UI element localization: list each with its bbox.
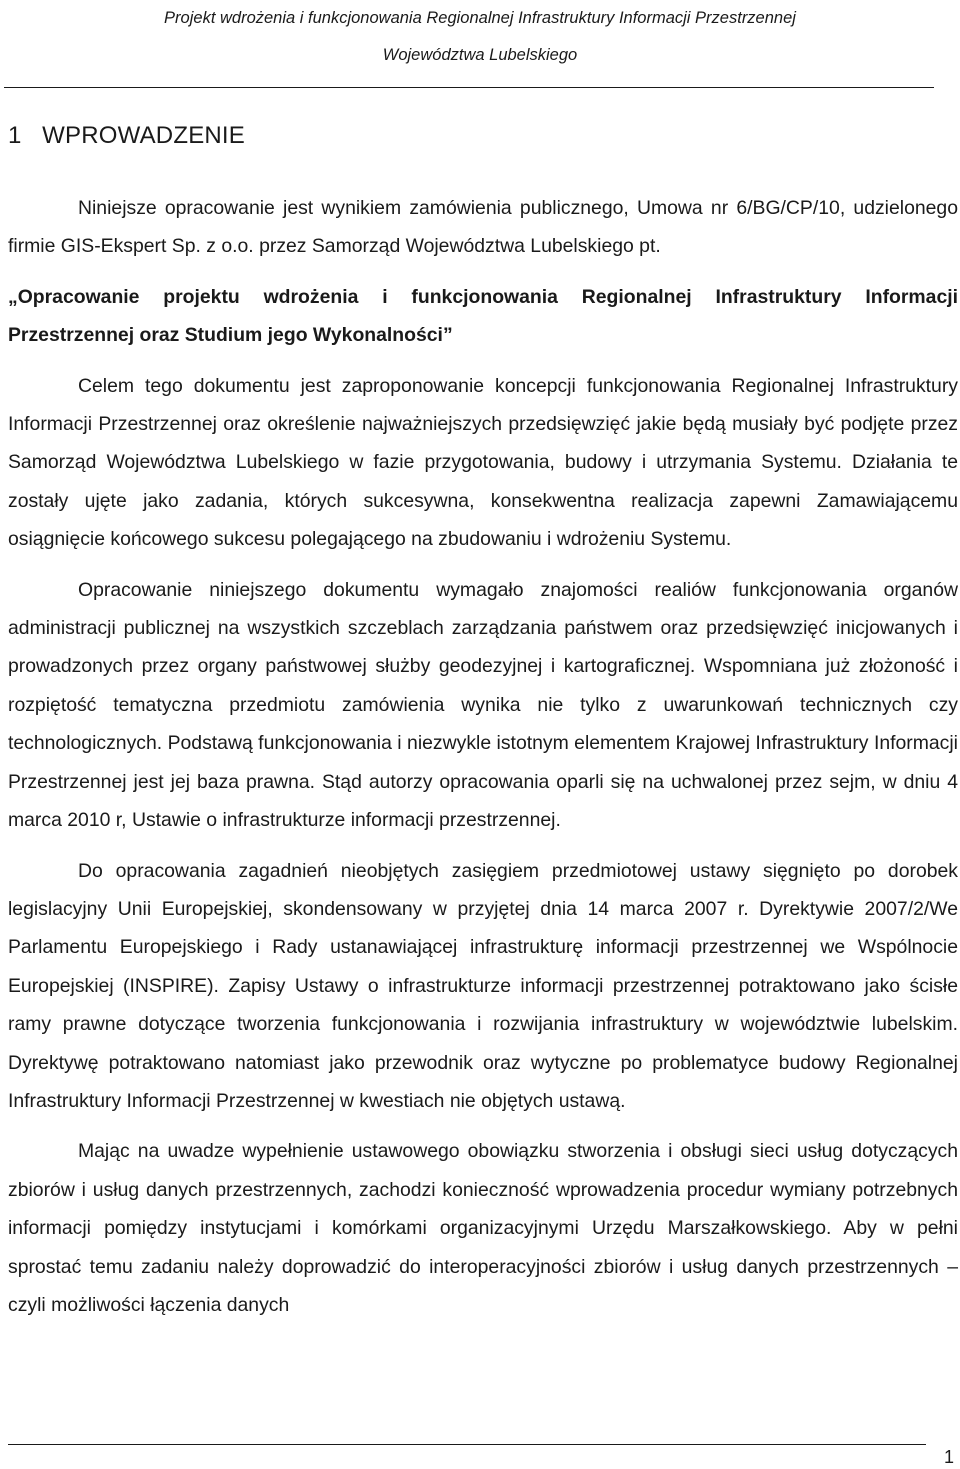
header-divider xyxy=(4,87,934,88)
page-number: 1 xyxy=(943,1447,954,1467)
paragraph-purpose: Celem tego dokumentu jest zaproponowanie koncepcji funkcjonowania Regionalnej Infrastruktury Informacji Przestrzennej oraz określenie najważniejszych przedsięwzięć jakie będą musiały być podjęte przez Samorząd Województwa Lubelskiego w fazie przygotowania, budowy i utrzymania Systemu. Działania te zostały ujęte jako zadania, których sukcesywna, konsekwentna realizacja zapewni Zamawiającemu osiągnięcie końcowego sukcesu polegającego na zbudowaniu i wdrożeniu Systemu. xyxy=(8,374,958,551)
page-header xyxy=(0,0,960,74)
paragraph-project-title: „Opracowanie projektu wdrożenia i funkcjonowania Regionalnej Infrastruktury Informacji Przestrzennej oraz Studium jego Wykonalności” xyxy=(8,285,958,347)
section-heading xyxy=(8,118,245,154)
header-region-name: Województwa Lubelskiego xyxy=(382,46,578,64)
document-body xyxy=(8,189,958,1324)
footer-divider xyxy=(8,1444,926,1445)
section-title: WPROWADZENIE xyxy=(42,122,246,149)
header-project-title: Projekt wdrożenia i funkcjonowania Regionalnej Infrastruktury Informacji Przestrzennej xyxy=(164,9,796,27)
paragraph-interoperability: Mając na uwadze wypełnienie ustawowego obowiązku stworzenia i obsługi sieci usług dotyczących zbiorów i usług danych przestrzennych, zachodzi konieczność wprowadzenia procedur wymiany potrzebnych informacji pomiędzy instytucjami i komórkami organizacyjnymi Urzędu Marszałkowskiego. Aby w pełni sprostać temu zadaniu należy doprowadzić do interoperacyjności zbiorów i usług danych przestrzennych – czyli możliwości łączenia danych xyxy=(8,1140,958,1316)
paragraph-legal-basis: Opracowanie niniejszego dokumentu wymagało znajomości realiów funkcjonowania organów administracji publicznej na wszystkich szczeblach zarządzania państwem oraz przedsięwzięć inicjowanych i prowadzonych przez organy państwowej służby geodezyjnej i kartograficznej. Wspomniana już złożoność i rozpiętość tematyczna przedmiotu zamówienia wynika nie tylko z uwarunkowań technicznych czy technologicznych. Podstawą funkcjonowania i niezwykle istotnym elementem Krajowej Infrastruktury Informacji Przestrzennej jest jej baza prawna. Stąd autorzy opracowania oparli się na uchwalonej przez sejm, w dniu 4 marca 2010 r, Ustawie o infrastrukturze informacji przestrzennej. xyxy=(8,578,958,832)
section-number: 1 xyxy=(8,122,22,149)
paragraph-intro: Niniejsze opracowanie jest wynikiem zamówienia publicznego, Umowa nr 6/BG/CP/10, udzielonego firmie GIS-Ekspert Sp. z o.o. przez Samorząd Województwa Lubelskiego pt. xyxy=(8,197,958,258)
paragraph-eu-directive: Do opracowania zagadnień nieobjętych zasięgiem przedmiotowej ustawy sięgnięto po dorobek legislacyjny Unii Europejskiej, skondensowany w przyjętej dnia 14 marca 2007 r. Dyrektywie 2007/2/We Parlamentu Europejskiego i Rady ustanawiającej infrastrukturę informacji przestrzennej we Wspólnocie Europejskiej (INSPIRE). Zapisy Ustawy o infrastrukturze informacji przestrzennej potraktowano jako ścisłe ramy prawne dotyczące tworzenia funkcjonowania i rozwijania infrastruktury w województwie lubelskim. Dyrektywę potraktowano natomiast jako przewodnik oraz wytyczne po problematyce budowy Regionalnej Infrastruktury Informacji Przestrzennej w kwestiach nie objętych ustawą. xyxy=(8,859,958,1112)
